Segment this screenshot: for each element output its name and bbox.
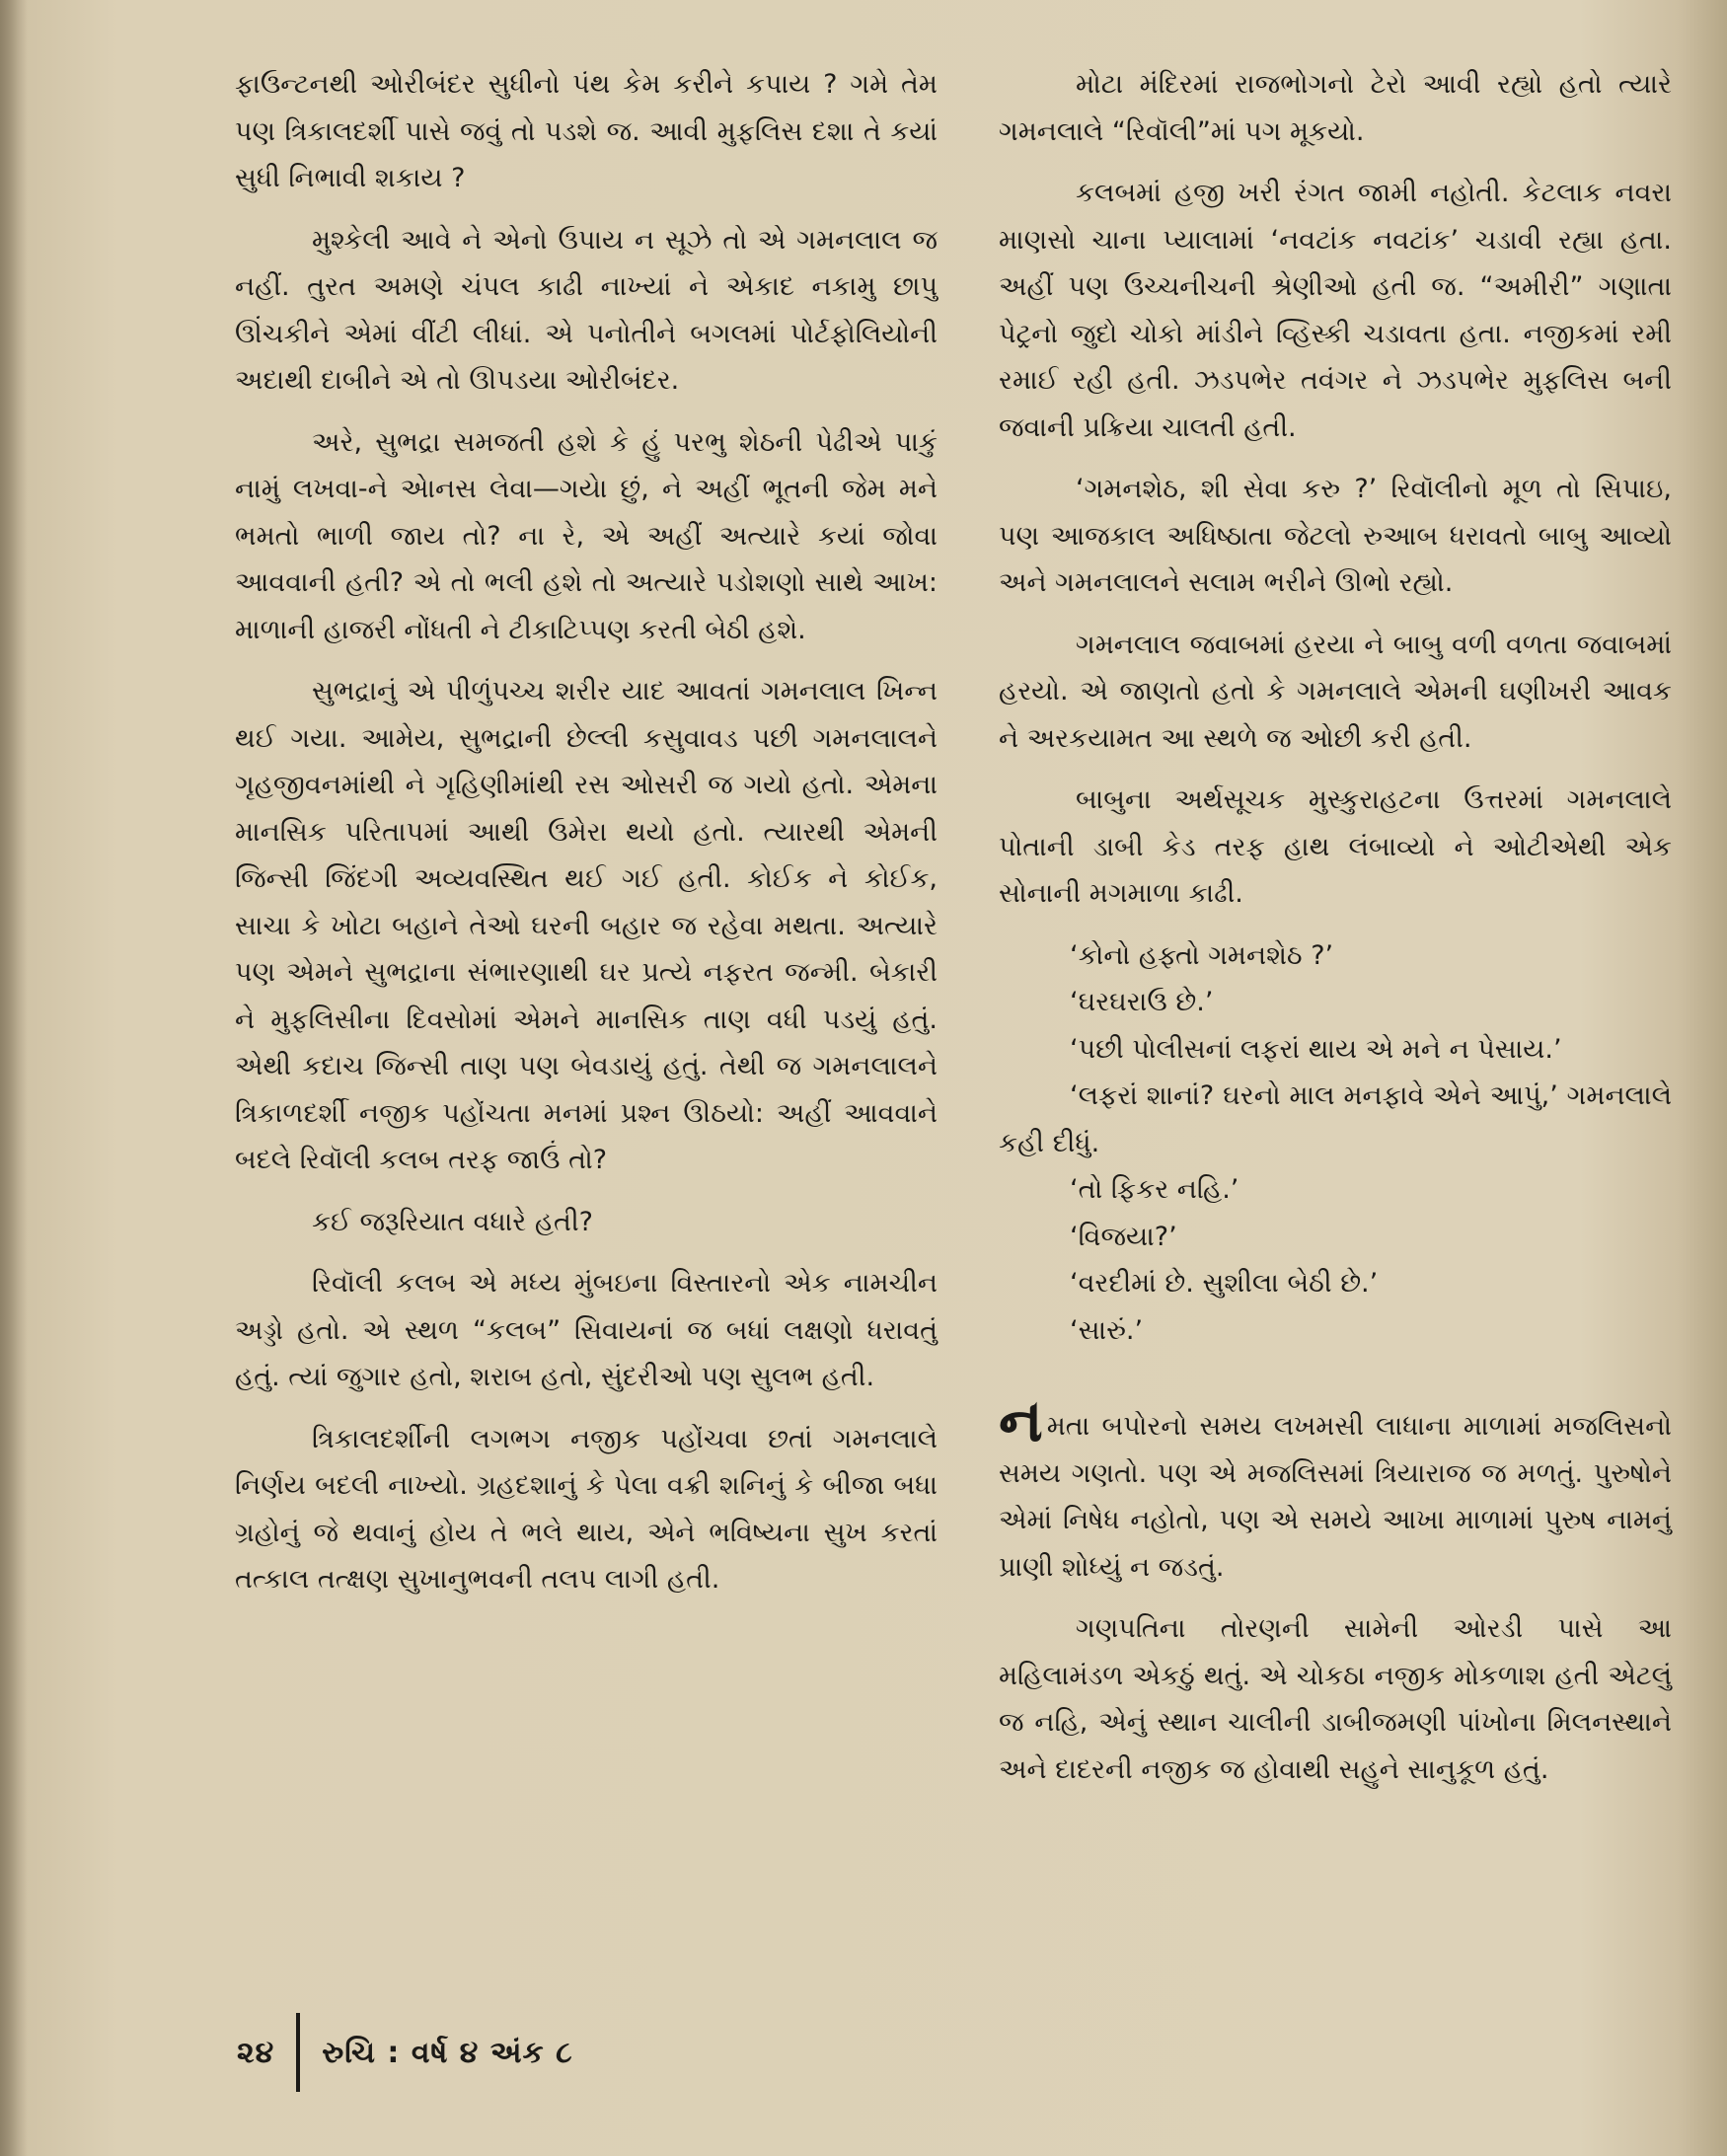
paragraph: ‘ગમનશેઠ, શી સેવા કરુ ?’ રિવૉલીનો મૂળ તો સિપાઇ, પણ આજકાલ અધિષ્ઠાતા જેટલો રુઆબ ધરાવતો બાબુ આવ્યો અને ગમનલાલને સલામ ભરીને ઊભો રહ્યો. bbox=[999, 474, 1672, 598]
dialogue-line: ‘તો ફિકર નહિ.’ bbox=[1070, 1174, 1239, 1205]
page-number: ૨૪ bbox=[237, 2035, 275, 2070]
dialogue-line: ‘સારું.’ bbox=[1070, 1314, 1144, 1346]
paragraph: મોટા મંદિરમાં રાજભોગનો ટેરો આવી રહ્યો હતો ત્યારે ગમનલાલે “રિવૉલી”માં પગ મૂકયો. bbox=[999, 69, 1672, 147]
dialogue-block bbox=[999, 932, 1672, 1355]
paragraph: અરે, સુભદ્રા સમજતી હશે કે હું પરભુ શેઠની પેઢીએ પાકું નામું લખવા-ને એાનસ લેવા—ગયેા છું, ને અહીં ભૂતની જેમ મને ભમતો ભાળી જાય તો? ના રે, એ અહીં અત્યારે કયાં જોવા આવવાની હતી? એ તો ભલી હશે તો અત્યારે પડોશણો સાથે આખ: માળાની હાજરી નોંધતી ને ટીકાટિપ્પણ કરતી બેઠી હશે. bbox=[235, 426, 938, 645]
left-column bbox=[235, 61, 938, 1618]
paragraph: કલબમાં હજી ખરી રંગત જામી નહોતી. કેટલાક નવરા માણસો ચાના પ્યાલામાં ‘નવટાંક નવટાંક’ ચડાવી રહ્યા હતા. અહીં પણ ઉચ્ચનીચની શ્રેણીઓ હતી જ. “અમીરી” ગણાતા પેટ્રનો જુદો ચોકો માંડીને વ્હિસ્કી ચડાવતા હતા. નજીકમાં રમી રમાઈ રહી હતી. ઝડપભેર તવંગર ને ઝડપભેર મુફલિસ બની જવાની પ્રક્રિયા ચાલતી હતી. bbox=[999, 178, 1672, 443]
right-column bbox=[999, 61, 1672, 1808]
footer-divider bbox=[296, 2013, 300, 2092]
dialogue-line: ‘પછી પોલીસનાં લફરાં થાય એ મને ન પેસાય.’ bbox=[1070, 1033, 1562, 1065]
paragraph: કઈ જરૂરિયાત વધારે હતી? bbox=[312, 1206, 593, 1237]
dialogue-line: ‘વરદીમાં છે. સુશીલા બેઠી છે.’ bbox=[1070, 1268, 1379, 1299]
dialogue-line: ‘કોનો હફ્તો ગમનશેઠ ?’ bbox=[1070, 939, 1334, 971]
page-footer bbox=[237, 2013, 573, 2092]
paragraph: બાબુના અર્થસૂચક મુસ્કુરાહટના ઉત્તરમાં ગમનલાલે પોતાની ડાબી કેડ તરફ હાથ લંબાવ્યો ને ઓટીએથી એક સોનાની મગમાળા કાઢી. bbox=[999, 784, 1672, 909]
paragraph: ગણપતિના તોરણની સામેની ઓરડી પાસે આ મહિલામંડળ એકઠું થતું. એ ચોકઠા નજીક મોકળાશ હતી એટલું જ નહિ, એનું સ્થાન ચાલીની ડાબીજમણી પાંખોના મિલનસ્થાને અને દાદરની નજીક જ હોવાથી સહુને સાનુકૂળ હતું. bbox=[999, 1613, 1672, 1785]
paragraph: રિવૉલી કલબ એ મધ્ય મુંબઇના વિસ્તારનો એક નામચીન અડ્ડો હતો. એ સ્થળ “કલબ” સિવાયનાં જ બધાં લક્ષણો ધરાવતું હતું. ત્યાં જુગાર હતો, શરાબ હતો, સુંદરીઓ પણ સુલભ હતી. bbox=[235, 1268, 938, 1392]
dialogue-line: ‘વિજયા?’ bbox=[1070, 1221, 1177, 1252]
binding-shadow bbox=[0, 0, 28, 2156]
paragraph: ફાઉન્ટનથી ઓરીબંદર સુધીનો પંથ કેમ કરીને કપાય ? ગમે તેમ પણ ત્રિકાલદર્શી પાસે જવું તો પડશે જ. આવી મુફલિસ દશા તે કયાં સુધી નિભાવી શકાય ? bbox=[235, 69, 938, 193]
publication-info: રુચિ : વર્ષ ૪ અંક ૮ bbox=[322, 2035, 573, 2070]
section-opening-paragraph bbox=[999, 1386, 1672, 1591]
dialogue-line: ‘ઘરઘરાઉ છે.’ bbox=[1070, 987, 1214, 1017]
paragraph: મુશ્કેલી આવે ને એનો ઉપાય ન સૂઝે તો એ ગમનલાલ જ નહીં. તુરત અમણે ચંપલ કાઢી નાખ્યાં ને એકાદ નકામુ છાપુ ઊંચકીને એમાં વીંટી લીધાં. એ પનોતીને બગલમાં પોર્ટફોલિયોની અદાથી દાબીને એ તો ઊપડયા ઓરીબંદર. bbox=[235, 224, 938, 396]
paragraph-text: મતા બપોરનો સમય લખમસી લાધાના માળામાં મજલિસનો સમય ગણતો. પણ એ મજલિસમાં ત્રિયારાજ જ મળતું. પુરુષોને એમાં નિષેધ નહોતો, પણ એ સમયે આખા માળામાં પુરુષ નામનું પ્રાણી શોધ્યું ન જડતું. bbox=[999, 1411, 1672, 1583]
paragraph: ત્રિકાલદર્શીની લગભગ નજીક પહોંચવા છતાં ગમનલાલે નિર્ણય બદલી નાખ્યો. ગ્રહદશાનું કે પેલા વક્રી શનિનું કે બીજા બધા ગ્રહોનું જે થવાનું હોય તે ભલે થાય, એને ભવિષ્યના સુખ કરતાં તત્કાલ તત્ક્ષણ સુખાનુભવની તલપ લાગી હતી. bbox=[235, 1423, 938, 1595]
drop-cap: ન bbox=[999, 1386, 1043, 1455]
paragraph: સુભદ્રાનું એ પીળુંપચ્ચ શરીર યાદ આવતાં ગમનલાલ ખિન્ન થઈ ગયા. આમેય, સુભદ્રાની છેલ્લી કસુવાવડ પછી ગમનલાલને ગૃહજીવનમાંથી ને ગૃહિણીમાંથી રસ ઓસરી જ ગયો હતો. એમના માનસિક પરિતાપમાં આથી ઉમેરા થયો હતો. ત્યારથી એમની જિન્સી જિંદગી અવ્યવસ્થિત થઈ ગઈ હતી. કોઈક ને કોઈક, સાચા કે ખોટા બહાને તેઓ ઘરની બહાર જ રહેવા મથતા. અત્યારે પણ એમને સુભદ્રાના સંભારણાથી ઘર પ્રત્યે નફરત જન્મી. બેકારી ને મુફલિસીના દિવસોમાં એમને માનસિક તાણ વધી પડયું હતું. એથી કદાચ જિન્સી તાણ પણ બેવડાયું હતું. તેથી જ ગમનલાલને ત્રિકાળદર્શી નજીક પહોંચતા મનમાં પ્રશ્ન ઊઠયો: અહીં આવવાને બદલે રિવૉલી કલબ તરફ જાઉં તો? bbox=[235, 676, 938, 1175]
paragraph: ગમનલાલ જવાબમાં હરયા ને બાબુ વળી વળતા જવાબમાં હરયો. એ જાણતો હતો કે ગમનલાલે એમની ઘણીખરી આવક ને અરકયામત આ સ્થળે જ ઓછી કરી હતી. bbox=[999, 629, 1672, 754]
dialogue-line: ‘લફરાં શાનાં? ઘરનો માલ મનફાવે એને આપું,’ ગમનલાલે કહી દીધું. bbox=[999, 1080, 1672, 1158]
